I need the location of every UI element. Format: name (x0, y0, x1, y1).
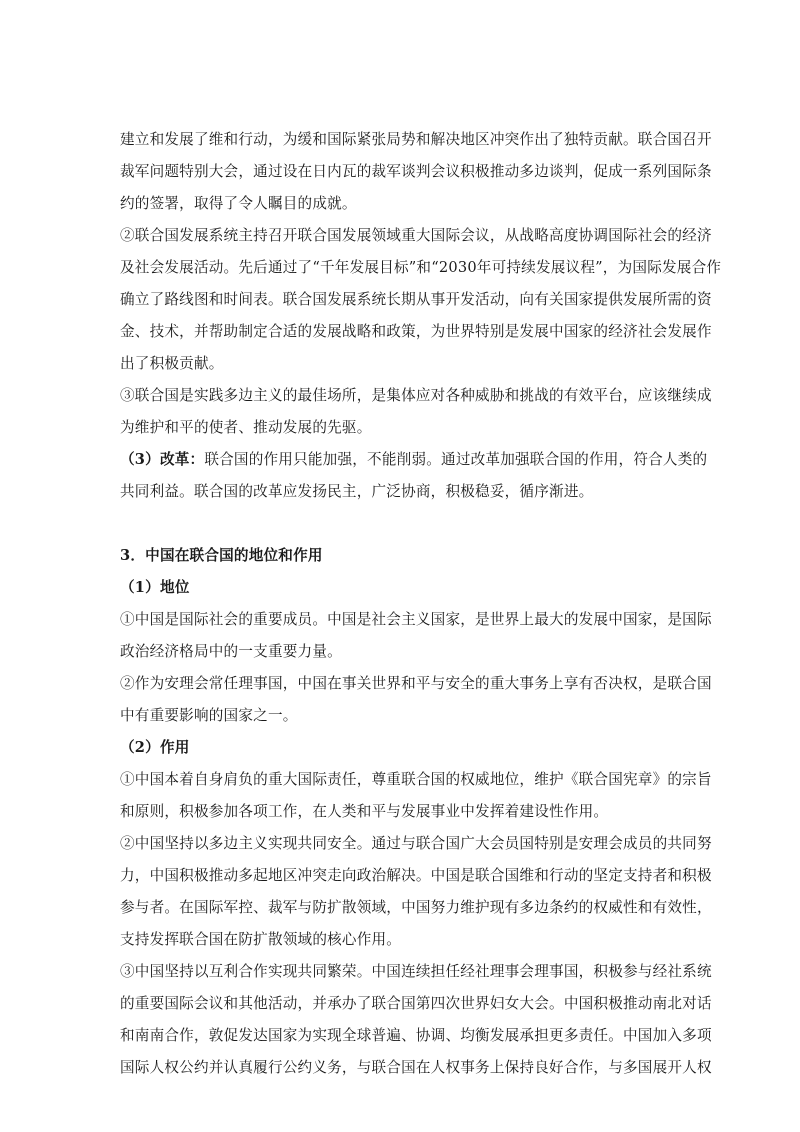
text-line: 出了积极贡献。 (120, 355, 224, 372)
text-line: ③中国坚持以互利合作实现共同繁荣。中国连续担任经社理事会理事国，积极参与经社系统 (120, 963, 712, 980)
text-line: ②作为安理会常任理事国，中国在事关世界和平与安全的重大事务上享有否决权，是联合国 (120, 675, 712, 692)
text-line: 和原则，积极参加各项工作，在人类和平与发展事业中发挥着建设性作用。 (120, 803, 609, 820)
reform-text: 联合国的作用只能加强，不能削弱。通过改革加强联合国的作用，符合人类的 (204, 451, 708, 468)
subsection-heading: （1）地位 (120, 579, 190, 596)
text-line: 确立了路线图和时间表。联合国发展系统长期从事开发活动，向有关国家提供发展所需的资 (120, 291, 712, 308)
reform-lead: （3）改革： (120, 451, 205, 468)
text-line: ③联合国是实践多边主义的最佳场所，是集体应对各种威胁和挑战的有效平台，应该继续成 (120, 387, 712, 404)
text-line: ②中国坚持以多边主义实现共同安全。通过与联合国广大会员国特别是安理会成员的共同努 (120, 835, 712, 852)
text-line: 力，中国积极推动多起地区冲突走向政治解决。中国是联合国维和行动的坚定支持者和积极 (120, 867, 712, 884)
text-line: 和南南合作，敦促发达国家为实现全球普遍、协调、均衡发展承担更多责任。中国加入多项 (120, 1027, 712, 1044)
text-line (120, 450, 708, 470)
text-line: 为维护和平的使者、推动发展的先驱。 (120, 419, 372, 436)
text-line: ①中国本着自身肩负的重大国际责任，尊重联合国的权威地位，维护《联合国宪章》的宗旨 (120, 771, 712, 788)
text-line: 政治经济格局中的一支重要力量。 (120, 643, 342, 660)
text-line: 金、技术，并帮助制定合适的发展战略和政策，为世界特别是发展中国家的经济社会发展作 (120, 323, 712, 340)
text-line: 共同利益。联合国的改革应发扬民主，广泛协商，积极稳妥，循序渐进。 (120, 483, 594, 500)
text-line: 建立和发展了维和行动，为缓和国际紧张局势和解决地区冲突作出了独特贡献。联合国召开 (120, 131, 712, 148)
subsection-heading: （2）作用 (120, 739, 190, 756)
text-line: 支持发挥联合国在防扩散领域的核心作用。 (120, 931, 402, 948)
text-line: 裁军问题特别大会，通过设在日内瓦的裁军谈判会议积极推动多边谈判，促成一系列国际条 (120, 163, 712, 180)
text-line: 的重要国际会议和其他活动，并承办了联合国第四次世界妇女大会。中国积极推动南北对话 (120, 995, 712, 1012)
section-heading: 3．中国在联合国的地位和作用 (120, 547, 323, 564)
text-line: ②联合国发展系统主持召开联合国发展领域重大国际会议，从战略高度协调国际社会的经济 (120, 227, 712, 244)
text-line: 参与者。在国际军控、裁军与防扩散领域，中国努力维护现有多边条约的权威性和有效性， (120, 899, 712, 916)
text-line: 约的签署，取得了令人瞩目的成就。 (120, 195, 357, 212)
text-line: 国际人权公约并认真履行公约义务，与联合国在人权事务上保持良好合作，与多国展开人权 (120, 1059, 712, 1076)
text-line: 及社会发展活动。先后通过了“千年发展目标”和“2030年可持续发展议程”，为国际发展合作 (120, 259, 722, 276)
text-line: 中有重要影响的国家之一。 (120, 707, 298, 724)
text-line: ①中国是国际社会的重要成员。中国是社会主义国家，是世界上最大的发展中国家，是国际 (120, 611, 712, 628)
